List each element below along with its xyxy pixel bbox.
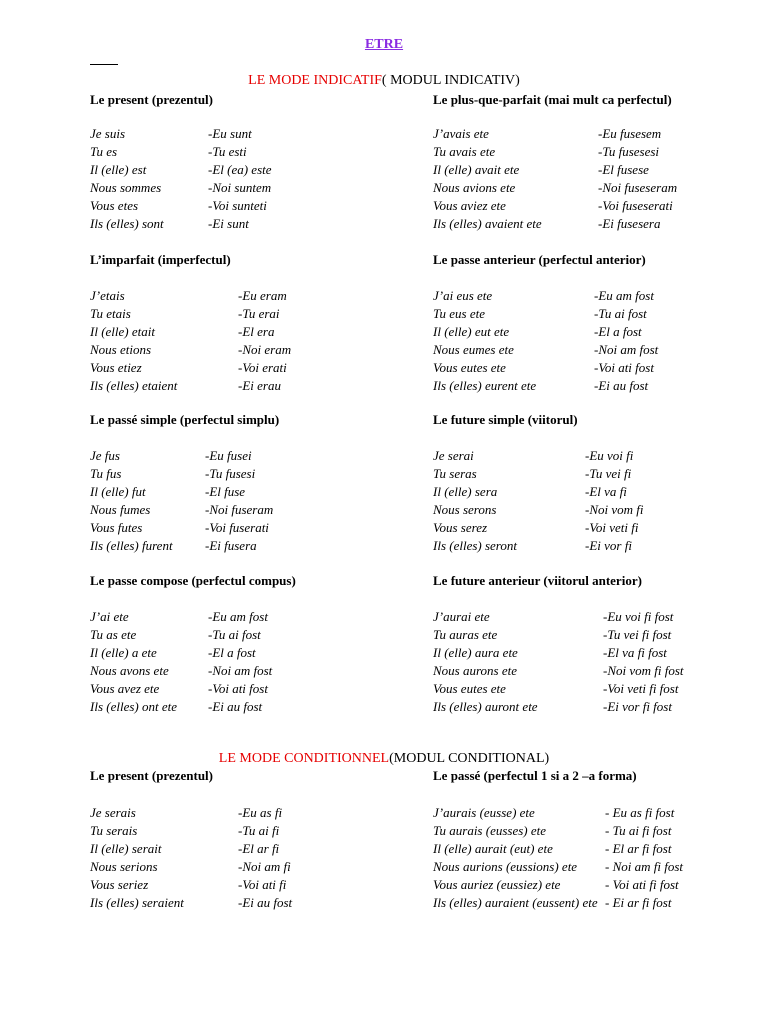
conjugation-french: Il (elle) avait ete [433,162,520,177]
conjugation-french: Il (elle) etait [90,324,155,339]
conjugation-romanian: - Tu ai fi fost [605,823,672,838]
conjugation-romanian: -Ei erau [238,378,281,393]
conjugation-romanian: -Voi veti fi [585,520,639,535]
conjugation-romanian: -Voi sunteti [208,198,267,213]
conjugation-romanian: -Tu fusesi [205,466,256,481]
conjugation-romanian: -Eu as fi [238,805,283,820]
conjugation-romanian: -Eu fusei [205,448,252,463]
conjugation-french: Il (elle) a ete [90,645,157,660]
conjugation-french: Il (elle) est [90,162,147,177]
conjugation-french: Tu etais [90,306,131,321]
conjugation-romanian: -El a fost [594,324,642,339]
conjugation-romanian: - Ei ar fi fost [605,895,672,910]
conjugation-romanian: -El fuse [205,484,246,499]
mode-conditionnel-fr: LE MODE CONDITIONNEL [218,751,390,766]
conjugation-french: Ils (elles) seront [433,538,517,553]
conjugation-french: Nous eumes ete [433,342,514,357]
conjugation-french: Tu seras [433,466,477,481]
tense-heading: Le passe anterieur (perfectul anterior) [433,252,646,267]
conjugation-french: Vous etiez [90,360,142,375]
conjugation-romanian: -Ei vor fi fost [603,699,672,714]
conjugation-french: Il (elle) serait [90,841,162,856]
tense-heading: L’imparfait (imperfectul) [90,252,231,267]
conjugation-romanian: -Noi suntem [208,180,272,195]
mode-indicatif-heading [0,73,768,89]
conjugation-romanian: -El ar fi [238,841,280,856]
conjugation-romanian: -Tu vei fi [585,466,632,481]
conjugation-french: Vous eutes ete [433,360,506,375]
tense-heading: Le passé simple (perfectul simplu) [90,412,280,427]
tense-heading: Le plus-que-parfait (mai mult ca perfectul) [433,92,672,107]
tense-heading: Le present (prezentul) [90,768,213,783]
conjugation-romanian: -Eu voi fi fost [603,609,674,624]
tense-heading: Le future anterieur (viitorul anterior) [433,573,642,588]
conjugation-french: Je serai [433,448,474,463]
conjugation-romanian: -Tu ai fost [594,306,647,321]
conjugation-romanian: -El fusese [598,162,649,177]
conjugation-romanian: -El a fost [208,645,256,660]
conjugation-french: J’aurai ete [433,609,490,624]
conjugation-romanian: -Ei fusera [205,538,257,553]
conjugation-french: Nous aurons ete [433,663,518,678]
tense-heading: Le future simple (viitorul) [433,412,578,427]
conjugation-french: Je suis [90,126,126,141]
conjugation-french: Vous etes [90,198,139,213]
conjugation-french: Ils (elles) etaient [90,378,178,393]
conjugation-french: Vous eutes ete [433,681,506,696]
conjugation-french: J’avais ete [433,126,489,141]
divider-line [90,64,118,65]
conjugation-romanian: - Eu as fi fost [605,805,675,820]
conjugation-french: Tu as ete [90,627,137,642]
conjugation-french: Ils (elles) avaient ete [433,216,542,231]
conjugation-romanian: -Ei au fost [594,378,649,393]
conjugation-french: Nous etions [90,342,152,357]
conjugation-romanian: -Voi ati fost [594,360,654,375]
conjugation-romanian: -Voi ati fi [238,877,287,892]
conjugation-french: Ils (elles) auront ete [433,699,538,714]
conjugation-french: Nous sommes [90,180,162,195]
conjugation-romanian: -Noi fuseseram [598,180,678,195]
conjugation-french: Il (elle) eut ete [433,324,510,339]
conjugation-french: Tu aurais (eusses) ete [433,823,547,838]
conjugation-french: Tu es [90,144,118,159]
conjugation-french: Vous avez ete [90,681,160,696]
conjugation-romanian: -Tu ai fost [208,627,261,642]
conjugation-romanian: - Noi am fi fost [605,859,684,874]
conjugation-romanian: -El era [238,324,275,339]
conjugation-romanian: -Voi veti fi fost [603,681,679,696]
tense-heading: Le passe compose (perfectul compus) [90,573,296,588]
conjugation-romanian: -Eu sunt [208,126,252,141]
mode-conditionnel-heading [0,751,768,767]
conjugation-french: Nous avions ete [433,180,516,195]
conjugation-romanian: -Ei sunt [208,216,249,231]
conjugation-romanian: -Ei fusesera [598,216,661,231]
conjugation-romanian: -Eu fusesem [598,126,662,141]
mode-conditionnel-ro: (MODUL CONDITIONAL) [389,751,550,766]
conjugation-french: Il (elle) fut [90,484,146,499]
conjugation-romanian: -Voi fuserati [205,520,269,535]
conjugation-french: Je fus [90,448,120,463]
conjugation-romanian: -Voi ati fost [208,681,268,696]
conjugation-romanian: -Noi vom fi fost [603,663,684,678]
conjugation-romanian: -Noi fuseram [205,502,274,517]
conjugation-french: Nous serons [433,502,497,517]
conjugation-french: Nous fumes [90,502,151,517]
conjugation-french: Vous serez [433,520,488,535]
conjugation-french: Il (elle) aura ete [433,645,518,660]
conjugation-romanian: -Noi vom fi [585,502,644,517]
conjugation-romanian: -Eu am fost [208,609,268,624]
conjugation-french: Tu avais ete [433,144,496,159]
conjugation-french: Je serais [90,805,136,820]
conjugation-french: Ils (elles) seraient [90,895,184,910]
conjugation-romanian: -Tu esti [208,144,247,159]
conjugation-french: Tu auras ete [433,627,498,642]
conjugation-romanian: -El va fi [585,484,627,499]
conjugation-romanian: -Tu ai fi [238,823,280,838]
conjugation-french: Tu serais [90,823,138,838]
conjugation-french: Vous aviez ete [433,198,506,213]
conjugation-french: Ils (elles) furent [90,538,173,553]
conjugation-french: Il (elle) sera [433,484,498,499]
tense-heading: Le passé (perfectul 1 si a 2 –a forma) [433,768,637,783]
conjugation-french: Tu fus [90,466,122,481]
conjugation-french: Nous avons ete [90,663,169,678]
conjugation-romanian: -Ei au fost [238,895,293,910]
conjugation-romanian: -Voi erati [238,360,287,375]
conjugation-french: Ils (elles) sont [90,216,164,231]
mode-indicatif-ro: ( MODUL INDICATIV) [381,73,520,88]
conjugation-romanian: -Tu vei fi fost [603,627,672,642]
conjugation-romanian: -Ei au fost [208,699,263,714]
conjugation-french: Nous aurions (eussions) ete [433,859,578,874]
conjugation-romanian: -Noi am fost [208,663,273,678]
conjugation-french: Ils (elles) eurent ete [433,378,537,393]
conjugation-romanian: - Voi ati fi fost [605,877,679,892]
conjugation-romanian: -Noi eram [238,342,292,357]
conjugation-romanian: -Voi fuseserati [598,198,673,213]
page-title: ETRE [364,37,404,52]
conjugation-french: Vous futes [90,520,143,535]
conjugation-romanian: -Noi am fi [238,859,291,874]
conjugation-romanian: - El ar fi fost [605,841,672,856]
conjugation-french: Il (elle) aurait (eut) ete [433,841,553,856]
conjugation-french: J’etais [90,288,125,303]
conjugation-french: J’ai ete [90,609,129,624]
conjugation-french: Ils (elles) ont ete [90,699,177,714]
conjugation-french: Tu eus ete [433,306,485,321]
conjugation-romanian: -Tu fusesesi [598,144,660,159]
conjugation-romanian: -Eu voi fi [585,448,634,463]
conjugation-romanian: -Tu erai [238,306,280,321]
conjugation-romanian: -Noi am fost [594,342,659,357]
conjugation-french: Ils (elles) auraient (eussent) ete [433,895,598,910]
conjugation-french: Vous seriez [90,877,149,892]
conjugation-french: J’ai eus ete [433,288,493,303]
conjugation-french: Nous serions [90,859,158,874]
conjugation-romanian: -Ei vor fi [585,538,632,553]
conjugation-romanian: -Eu eram [238,288,287,303]
conjugation-romanian: -Eu am fost [594,288,654,303]
conjugation-french: J’aurais (eusse) ete [433,805,535,820]
conjugation-romanian: -El (ea) este [208,162,272,177]
mode-indicatif-fr: LE MODE INDICATIF [248,73,382,88]
tense-heading: Le present (prezentul) [90,92,213,107]
conjugation-french: Vous auriez (eussiez) ete [433,877,561,892]
conjugation-romanian: -El va fi fost [603,645,667,660]
